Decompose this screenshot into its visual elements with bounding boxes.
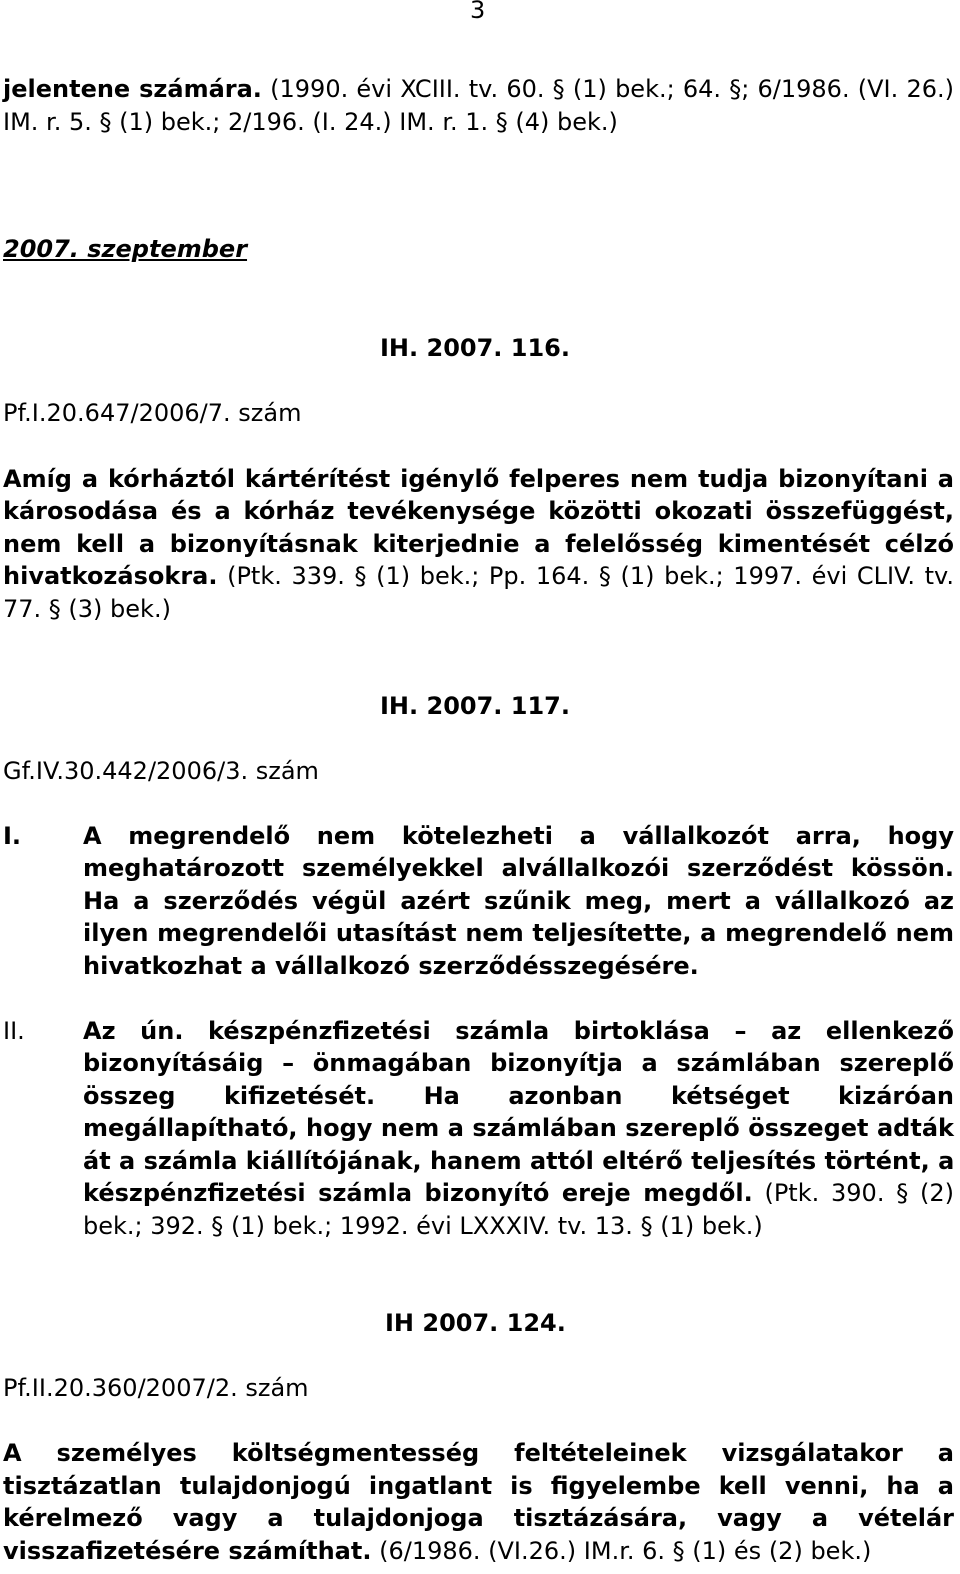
case-2-item-2-reference-part-1: (Ptk. 390. § (2) xyxy=(764,1179,954,1207)
case-2-item-2-reference-part-2: bek.; 392. § (1) bek.; 1992. évi LXXXIV. tv. 13. § (1) bek.) xyxy=(83,1212,763,1240)
case-2-item-2-line-4: megállapítható, hogy nem a számlában szereplő összeget adták xyxy=(83,1114,954,1142)
case-3-summary-line-3: kérelmező vagy a tulajdonjoga tisztázására, vagy a vételár xyxy=(3,1504,954,1532)
intro-bold-text: jelentene számára. xyxy=(3,75,262,103)
case-2-item-2-line-3: összeg kifizetését. Ha azonban kétséget kizáróan xyxy=(83,1082,954,1110)
intro-reference-part-1: (1990. évi XCIII. tv. 60. § (1) bek.; 64. §; 6/1986. (VI. 26.) xyxy=(270,75,954,103)
case-3-summary-line-2: tisztázatlan tulajdonjogú ingatlant is figyelembe kell venni, ha a xyxy=(3,1472,954,1500)
case-1-reference-part-2: 77. § (3) bek.) xyxy=(3,595,171,623)
case-3-summary-line-4 xyxy=(3,1535,954,1568)
case-3-reference: (6/1986. (VI.26.) IM.r. 6. § (1) és (2) bek.) xyxy=(379,1537,872,1565)
case-2-item-1-numeral: I. xyxy=(3,822,22,850)
case-2-item-1-line-3: Ha a szerződés végül azért szűnik meg, mert a vállalkozó az xyxy=(83,887,954,915)
month-heading: 2007. szeptember xyxy=(3,235,248,263)
case-1-summary-line-2: károsodása és a kórház tevékenysége közötti okozati összefüggést, xyxy=(3,497,954,525)
case-2-ih-number: IH. 2007. 117. xyxy=(380,692,570,720)
case-1-number: Pf.I.20.647/2006/7. szám xyxy=(3,399,302,427)
case-2-item-1-line-5: hivatkozhat a vállalkozó szerződésszegésére. xyxy=(83,952,699,980)
case-1-summary-line-1: Amíg a kórháztól kártérítést igénylő felperes nem tudja bizonyítani a xyxy=(3,465,954,493)
intro-reference-part-2: IM. r. 5. § (1) bek.; 2/196. (I. 24.) IM. r. 1. § (4) bek.) xyxy=(3,108,618,136)
page-number: 3 xyxy=(470,0,486,24)
case-2-number: Gf.IV.30.442/2006/3. szám xyxy=(3,757,319,785)
case-2-item-1-line-4: ilyen megrendelői utasítást nem teljesítette, a megrendelő nem xyxy=(83,919,954,947)
intro-line-1 xyxy=(3,73,954,106)
case-1-summary-line-3: nem kell a bizonyításnak kiterjednie a felelősség kimentését célzó xyxy=(3,530,954,558)
case-2-item-1-line-1: A megrendelő nem kötelezheti a vállalkozót arra, hogy xyxy=(83,822,954,850)
case-2-item-1-line-2: meghatározott személyekkel alvállalkozói szerződést kössön. xyxy=(83,854,954,882)
case-2-item-2-line-5: át a számla kiállítójának, hanem attól eltérő teljesítés történt, a xyxy=(83,1147,955,1175)
case-3-number: Pf.II.20.360/2007/2. szám xyxy=(3,1374,309,1402)
case-2-item-2-bold-end: készpénzfizetési számla bizonyító ereje megdől. xyxy=(83,1179,753,1207)
case-1-reference-part-1: (Ptk. 339. § (1) bek.; Pp. 164. § (1) bek.; 1997. évi CLIV. tv. xyxy=(227,562,954,590)
case-2-item-2-numeral: II. xyxy=(3,1017,25,1045)
case-2-item-2-line-2: bizonyításáig – önmagában bizonyítja a számlában szereplő xyxy=(83,1049,954,1077)
case-3-bold-end: visszafizetésére számíthat. xyxy=(3,1537,372,1565)
case-2-item-2-line-1: Az ún. készpénzfizetési számla birtoklása – az ellenkező xyxy=(83,1017,954,1045)
case-1-bold-end: hivatkozásokra. xyxy=(3,562,218,590)
case-1-ih-number: IH. 2007. 116. xyxy=(380,334,570,362)
case-2-item-2-line-6 xyxy=(83,1177,954,1210)
case-3-summary-line-1: A személyes költségmentesség feltételeinek vizsgálatakor a xyxy=(3,1439,954,1467)
case-1-summary-line-4 xyxy=(3,560,954,593)
case-3-ih-number: IH 2007. 124. xyxy=(385,1309,566,1337)
